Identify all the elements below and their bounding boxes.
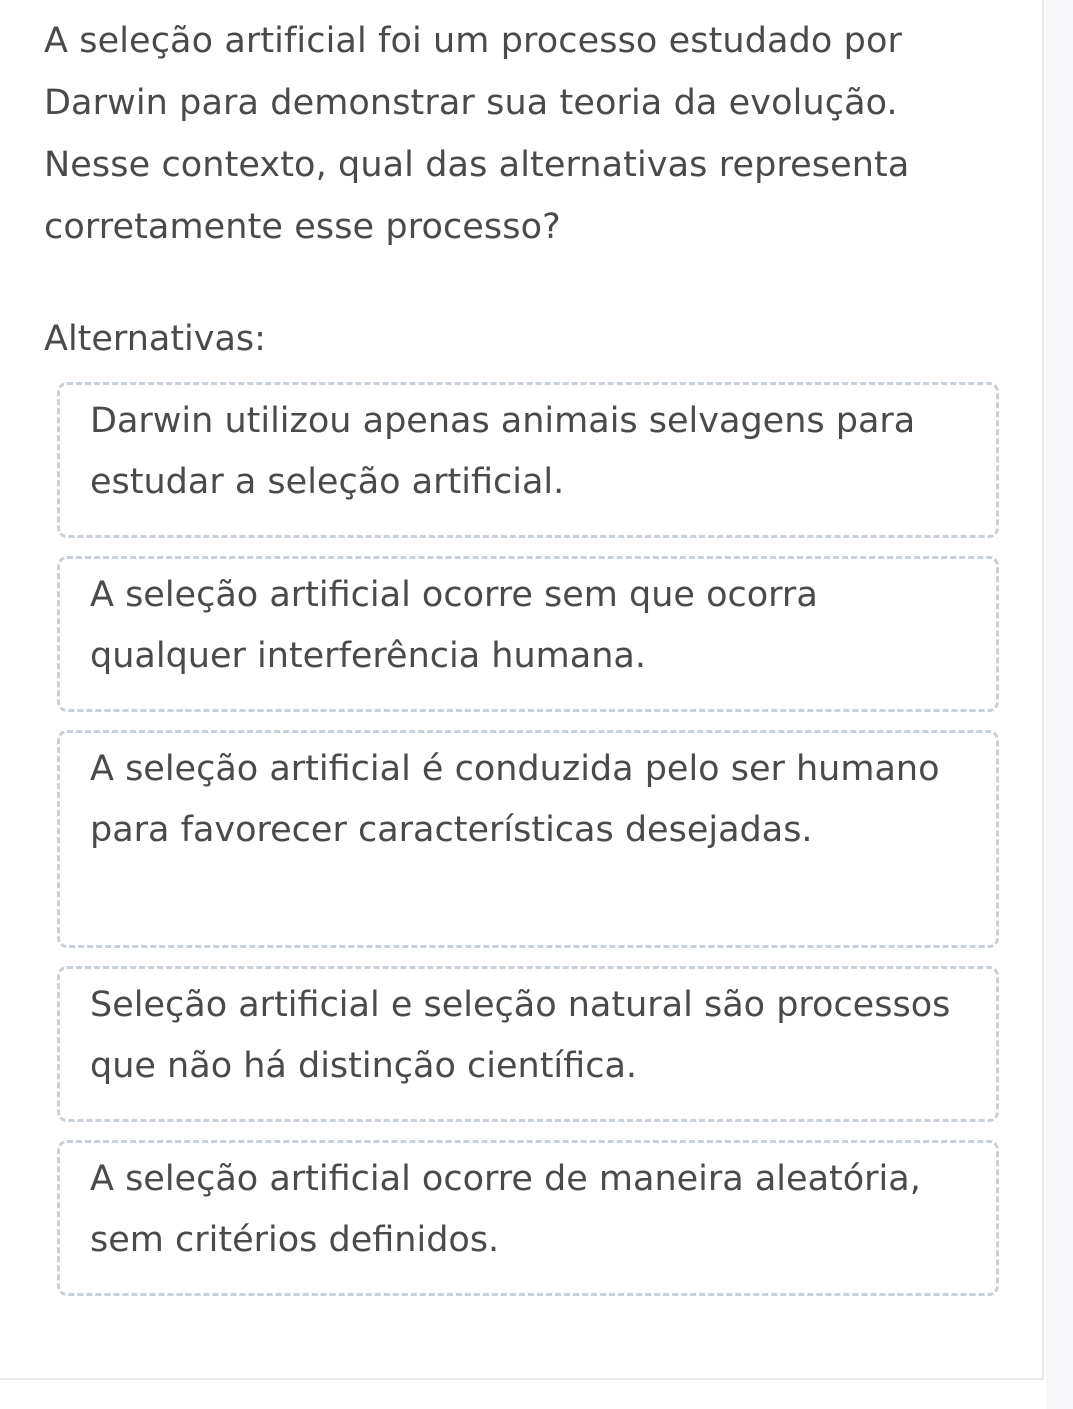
alternative-option-3[interactable]	[57, 730, 999, 948]
alternative-option-1[interactable]	[57, 382, 999, 538]
alternative-option-3-label: A seleção artificial é conduzida pelo ser humano para favorecer características desejadas.	[90, 749, 940, 850]
alternative-option-4-label: Seleção artificial e seleção natural são processos que não há distinção científica.	[90, 985, 951, 1086]
question-text: A seleção artificial foi um processo estudado por Darwin para demonstrar sua teoria da evolução. Nesse contexto, qual das alternativas representa corretamente esse processo?	[44, 21, 910, 247]
page-side-margin	[1046, 0, 1073, 1409]
alternative-option-1-label: Darwin utilizou apenas animais selvagens para estudar a seleção artificial.	[90, 401, 916, 502]
page-bottom-margin	[0, 1382, 1046, 1409]
alternative-option-4[interactable]	[57, 966, 999, 1122]
alternatives-heading: Alternativas:	[44, 319, 266, 359]
alternatives-list	[57, 382, 999, 1314]
alternative-option-2-label: A seleção artificial ocorre sem que ocorra qualquer interferência humana.	[90, 575, 818, 676]
alternative-option-5[interactable]	[57, 1140, 999, 1296]
alternative-option-5-label: A seleção artificial ocorre de maneira aleatória, sem critérios definidos.	[90, 1159, 921, 1260]
alternative-option-2[interactable]	[57, 556, 999, 712]
